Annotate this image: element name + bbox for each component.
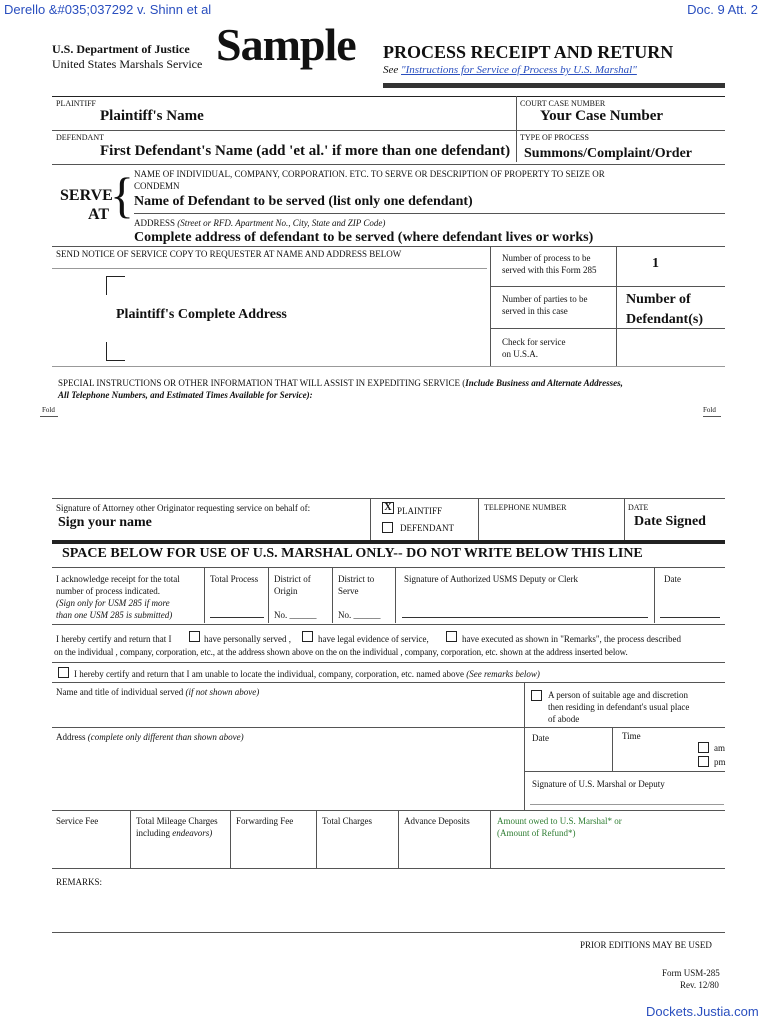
date-label: DATE: [628, 503, 649, 512]
certify-t2: have personally served ,: [204, 634, 291, 644]
certify-t1: I hereby certify and return that I: [56, 634, 172, 644]
mileage-label-2: including endeavors): [136, 828, 213, 838]
justia-watermark-link[interactable]: Dockets.Justia.com: [646, 1004, 759, 1019]
remarks-label: REMARKS:: [56, 877, 103, 887]
serve-name-label-1: NAME OF INDIVIDUAL, COMPANY, CORPORATION. ETC. TO SERVE OR DESCRIPTION OF PROPERTY TO SEIZE OR: [134, 169, 605, 179]
serve-district-no: No. ______: [338, 610, 381, 620]
forwarding-fee-label: Forwarding Fee: [236, 816, 294, 826]
served-personally-checkbox[interactable]: [189, 631, 200, 642]
pm-checkbox[interactable]: [698, 756, 709, 767]
served-date-label: Date: [532, 733, 549, 743]
defendant-check-label: DEFENDANT: [400, 523, 454, 533]
abode-line3: of abode: [548, 714, 580, 724]
serve-name-label-2: CONDEMN: [134, 181, 180, 191]
certify-t4: have executed as shown in "Remarks", the process described: [462, 634, 682, 644]
notice-address-value[interactable]: Plaintiff's Complete Address: [116, 307, 287, 322]
defendant-checkbox[interactable]: [382, 522, 393, 533]
agency-dept: U.S. Department of Justice: [52, 42, 190, 56]
telephone-label: TELEPHONE NUMBER: [484, 503, 567, 512]
defendant-label: DEFENDANT: [56, 133, 104, 142]
amount-owed-label-2: (Amount of Refund*): [497, 828, 576, 838]
sample-watermark: Sample: [216, 19, 356, 70]
serve-address-label: ADDRESS (Street or RFD. Apartment No., City, State and ZIP Code): [134, 218, 386, 228]
defendant-value[interactable]: First Defendant's Name (add 'et al.' if more than one defendant): [100, 143, 511, 159]
unable-locate-text: I hereby certify and return that I am unable to locate the individual, company, corporation, etc. named above (See remarks below): [74, 669, 540, 679]
parties-count-label-1: Number of parties to be: [502, 294, 588, 304]
form-number: Form USM-285: [662, 968, 720, 978]
abode-line1: A person of suitable age and discretion: [548, 690, 688, 700]
plaintiff-checkbox[interactable]: X: [382, 502, 394, 514]
ack-line3: (Sign only for USM 285 if more: [56, 598, 170, 608]
serve-brace: {: [110, 167, 134, 223]
certify-t3: have legal evidence of service,: [318, 634, 429, 644]
form-revision: Rev. 12/80: [680, 980, 719, 990]
usa-check-label-1: Check for service: [502, 337, 566, 347]
usa-check-label-2: on U.S.A.: [502, 349, 539, 359]
signature-label: Signature of Attorney other Originator requesting service on behalf of:: [56, 503, 311, 513]
executed-remarks-checkbox[interactable]: [446, 631, 457, 642]
serve-name-value[interactable]: Name of Defendant to be served (list only one defendant): [134, 194, 473, 209]
advance-deposits-label: Advance Deposits: [404, 816, 470, 826]
serve-word: SERVE: [60, 187, 113, 204]
marshal-rule: [52, 540, 725, 544]
fold-mark-right: Fold: [703, 406, 716, 414]
process-count-value[interactable]: 1: [652, 256, 659, 271]
title-rule: [383, 83, 725, 88]
serve-district-label-1: District to: [338, 574, 375, 584]
total-process-label: Total Process: [210, 574, 259, 584]
legal-evidence-checkbox[interactable]: [302, 631, 313, 642]
address-corner-top: [106, 276, 125, 295]
serve-address-value[interactable]: Complete address of defendant to be served (where defendant lives or works): [134, 230, 594, 245]
parties-count-value-2[interactable]: Defendant(s): [626, 312, 703, 327]
served-time-label: Time: [622, 731, 641, 741]
ack-line2: number of process indicated.: [56, 586, 160, 596]
unable-locate-checkbox[interactable]: [58, 667, 69, 678]
form-title: PROCESS RECEIPT AND RETURN: [383, 42, 674, 62]
at-word: AT: [88, 206, 110, 223]
abode-checkbox[interactable]: [531, 690, 542, 701]
prior-editions: PRIOR EDITIONS MAY BE USED: [580, 940, 712, 950]
ack-date-label: Date: [664, 574, 681, 584]
process-count-label-1: Number of process to be: [502, 253, 591, 263]
ack-line1: I acknowledge receipt for the total: [56, 574, 180, 584]
special-instructions-line1: SPECIAL INSTRUCTIONS OR OTHER INFORMATION THAT WILL ASSIST IN EXPEDITING SERVICE (Include Business and Alternate Addresses,: [58, 378, 623, 388]
parties-count-value-1[interactable]: Number of: [626, 292, 691, 307]
am-checkbox[interactable]: [698, 742, 709, 753]
plaintiff-check-label: PLAINTIFF: [397, 506, 443, 516]
serve-district-label-2: Serve: [338, 586, 359, 596]
ack-line4: than one USM 285 is submitted): [56, 610, 173, 620]
instructions-link[interactable]: "Instructions for Service of Process by U.S. Marshal": [401, 64, 637, 76]
type-process-value[interactable]: Summons/Complaint/Order: [524, 146, 693, 161]
marshal-banner: SPACE BELOW FOR USE OF U.S. MARSHAL ONLY-- DO NOT WRITE BELOW THIS LINE: [62, 546, 643, 561]
origin-no: No. ______: [274, 610, 317, 620]
abode-line2: then residing in defendant's usual place: [548, 702, 690, 712]
amount-owed-label-1: Amount owed to U.S. Marshal* or: [497, 816, 622, 826]
doc-ref-link[interactable]: Doc. 9 Att. 2: [687, 2, 758, 17]
usms-signature-label: Signature of Authorized USMS Deputy or Clerk: [404, 574, 578, 584]
service-fee-label: Service Fee: [56, 816, 99, 826]
fold-mark-left: Fold: [42, 406, 55, 414]
total-charges-label: Total Charges: [322, 816, 372, 826]
served-name-label: Name and title of individual served (if not shown above): [56, 687, 260, 697]
plaintiff-label: PLAINTIFF: [56, 99, 97, 108]
notice-label: SEND NOTICE OF SERVICE COPY TO REQUESTER AT NAME AND ADDRESS BELOW: [56, 249, 402, 259]
special-instructions-line2: All Telephone Numbers, and Estimated Times Available for Service):: [58, 390, 313, 400]
date-value[interactable]: Date Signed: [634, 514, 706, 529]
address-corner-bottom: [106, 342, 125, 361]
process-count-label-2: served with this Form 285: [502, 265, 597, 275]
signature-value[interactable]: Sign your name: [58, 515, 152, 530]
pm-label: pm: [714, 757, 726, 767]
agency-service: United States Marshals Service: [52, 57, 203, 71]
plaintiff-value[interactable]: Plaintiff's Name: [100, 108, 204, 124]
certify-t5: on the individual , company, corporation, etc., at the address shown above on the on the individual , company, corporation, etc. shown at the address inserted below.: [54, 647, 628, 657]
parties-count-label-2: served in this case: [502, 306, 568, 315]
court-case-label: COURT CASE NUMBER: [520, 99, 606, 108]
case-name-link[interactable]: Derello &#035;037292 v. Shinn et al: [4, 2, 212, 17]
origin-label-1: District of: [274, 574, 311, 584]
served-address-label: Address (complete only different than shown above): [56, 732, 244, 742]
am-label: am: [714, 743, 725, 753]
marshal-signature-label: Signature of U.S. Marshal or Deputy: [532, 779, 665, 789]
court-case-value[interactable]: Your Case Number: [540, 108, 664, 124]
origin-label-2: Origin: [274, 586, 298, 596]
type-process-label: TYPE OF PROCESS: [520, 133, 589, 142]
see-instructions: See "Instructions for Service of Process by U.S. Marshal": [383, 64, 637, 76]
mileage-label-1: Total Mileage Charges: [136, 816, 218, 826]
